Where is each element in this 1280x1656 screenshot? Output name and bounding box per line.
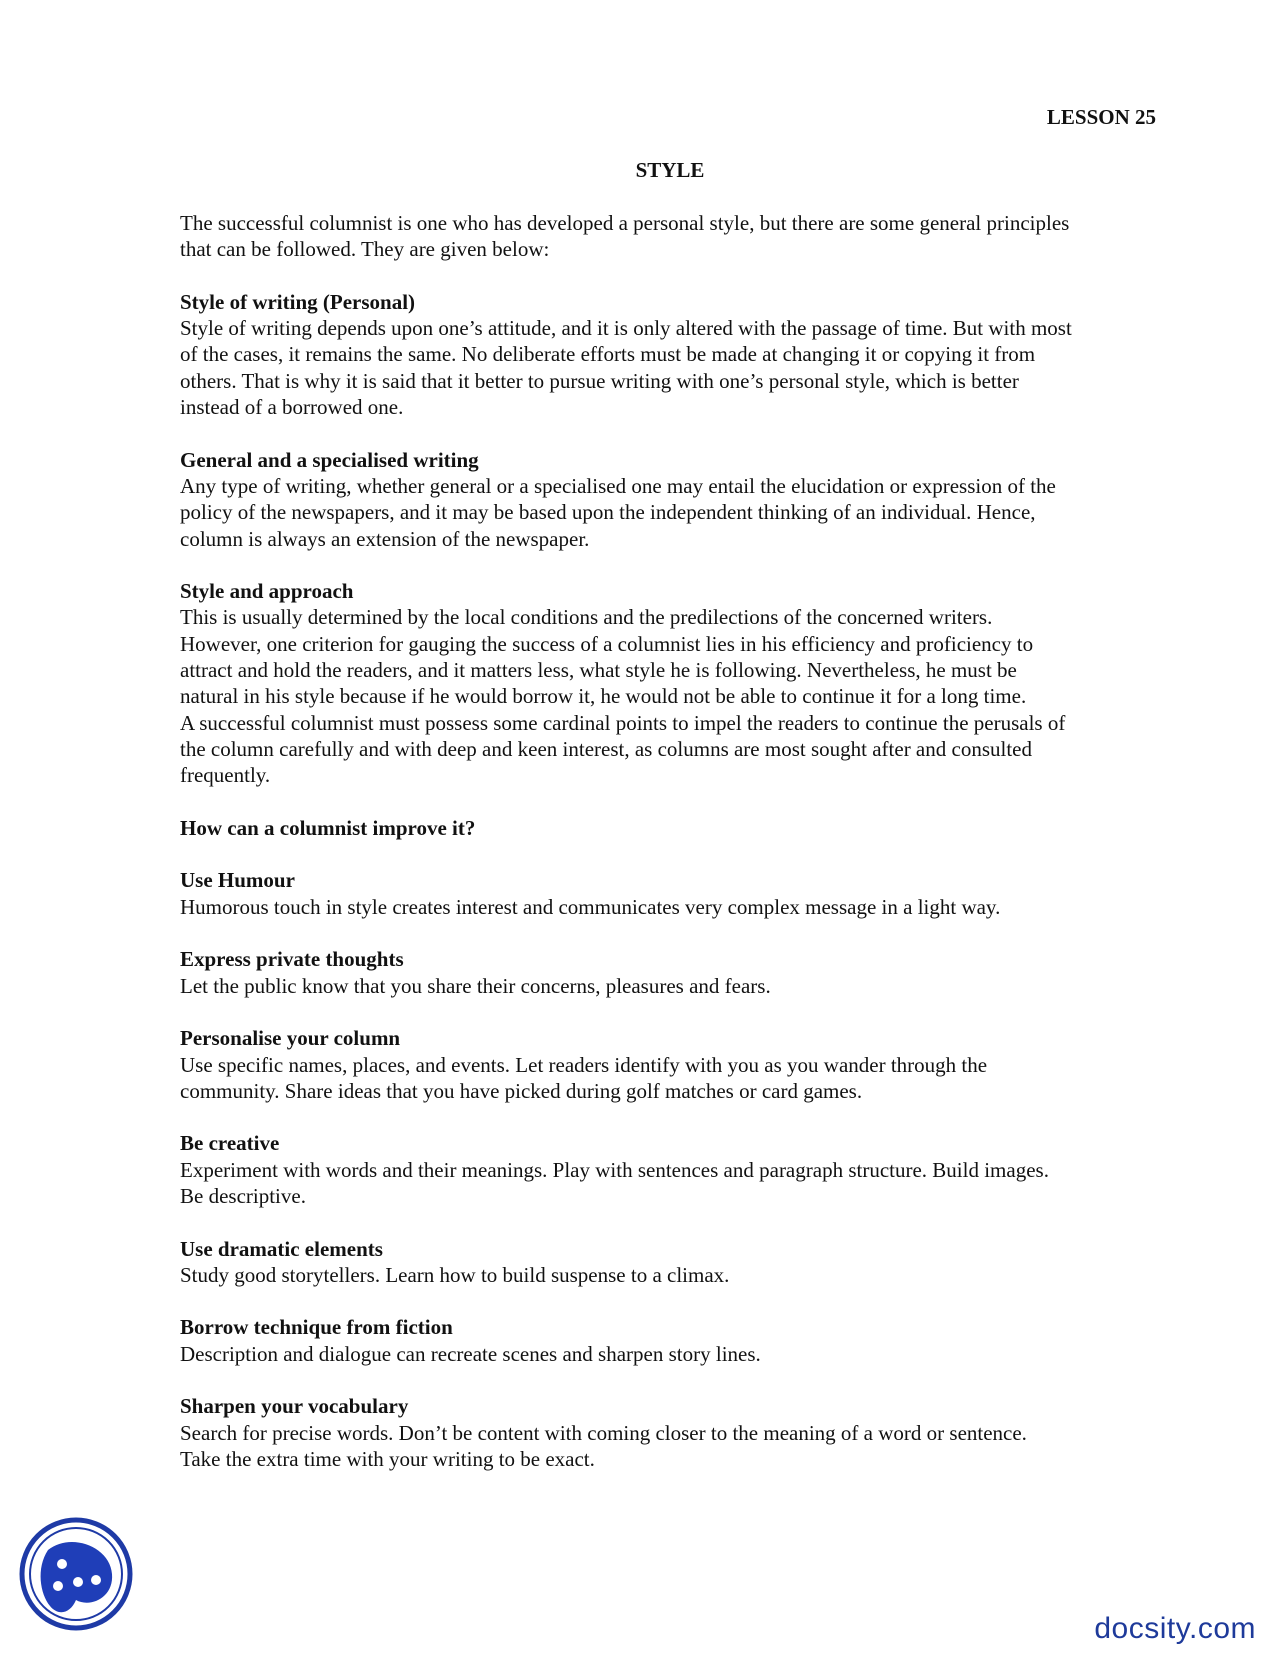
lesson-number: LESSON 25 xyxy=(1046,105,1156,129)
section-heading: General and a specialised writing xyxy=(180,447,479,472)
page-title: STYLE xyxy=(635,158,705,182)
text-line: natural in his style because if he would borrow it, he would not be able to continue it for a long time. xyxy=(180,684,1027,709)
section-borrow-technique xyxy=(180,1314,1160,1367)
text-line: However, one criterion for gauging the success of a columnist lies in his efficiency and proficiency to xyxy=(180,631,1034,656)
text-line: of the cases, it remains the same. No deliberate efforts must be made at changing it or copying it from xyxy=(180,342,1036,367)
section-body xyxy=(180,604,1160,788)
section-sharpen-vocabulary xyxy=(180,1393,1160,1472)
section-body xyxy=(180,1052,1160,1105)
document-body xyxy=(180,210,1160,1499)
section-personalise xyxy=(180,1025,1160,1104)
text-line: instead of a borrowed one. xyxy=(180,395,404,420)
section-heading: Style and approach xyxy=(180,579,354,604)
text-line: column is always an extension of the newspaper. xyxy=(180,526,590,551)
text-line: Let the public know that you share their concerns, pleasures and fears. xyxy=(180,973,771,998)
section-use-humour xyxy=(180,867,1160,920)
section-body xyxy=(180,973,1160,999)
section-how-improve xyxy=(180,815,1160,841)
text-line: Take the extra time with your writing to be exact. xyxy=(180,1446,595,1471)
section-body xyxy=(180,473,1160,552)
docsity-logo-icon[interactable] xyxy=(18,1516,134,1632)
section-style-approach xyxy=(180,578,1160,788)
text-line: This is usually determined by the local conditions and the predilections of the concerned writers. xyxy=(180,605,993,630)
section-be-creative xyxy=(180,1130,1160,1209)
section-private-thoughts xyxy=(180,946,1160,999)
text-line: policy of the newspapers, and it may be based upon the independent thinking of an individual. Hence, xyxy=(180,500,1036,525)
text-line: Style of writing depends upon one’s attitude, and it is only altered with the passage of time. But with most xyxy=(180,316,1072,341)
text-line: Any type of writing, whether general or a specialised one may entail the elucidation or expression of the xyxy=(180,473,1056,498)
section-style-of-writing xyxy=(180,289,1160,420)
text-line: frequently. xyxy=(180,763,271,788)
text-line: The successful columnist is one who has developed a personal style, but there are some general principles xyxy=(180,211,1070,235)
section-dramatic-elements xyxy=(180,1236,1160,1289)
section-body xyxy=(180,1157,1160,1210)
text-line: attract and hold the readers, and it matters less, what style he is following. Nevertheless, he must be xyxy=(180,658,1017,683)
section-body xyxy=(180,894,1160,920)
text-line: Use specific names, places, and events. Let readers identify with you as you wander through the xyxy=(180,1052,988,1077)
text-line: Be descriptive. xyxy=(180,1183,306,1208)
section-heading: How can a columnist improve it? xyxy=(180,815,476,840)
text-line: that can be followed. They are given below: xyxy=(180,237,550,262)
section-heading: Be creative xyxy=(180,1131,280,1156)
section-body xyxy=(180,1420,1160,1473)
text-line: Study good storytellers. Learn how to build suspense to a climax. xyxy=(180,1262,730,1287)
section-body xyxy=(180,1341,1160,1367)
text-line: Experiment with words and their meanings. Play with sentences and paragraph structure. Build images. xyxy=(180,1157,1049,1182)
section-heading: Personalise your column xyxy=(180,1026,401,1051)
text-line: community. Share ideas that you have picked during golf matches or card games. xyxy=(180,1078,863,1103)
section-heading: Use Humour xyxy=(180,868,295,893)
text-line: the column carefully and with deep and keen interest, as columns are most sought after and consulted xyxy=(180,736,1032,761)
section-heading: Borrow technique from fiction xyxy=(180,1315,453,1340)
docsity-brand-link[interactable]: docsity.com xyxy=(1094,1612,1256,1645)
text-line: A successful columnist must possess some cardinal points to impel the readers to continue the perusals of xyxy=(180,710,1066,735)
section-body xyxy=(180,315,1160,420)
section-body xyxy=(180,1262,1160,1288)
text-line: others. That is why it is said that it better to pursue writing with one’s personal style, which is better xyxy=(180,368,1019,393)
text-line: Search for precise words. Don’t be content with coming closer to the meaning of a word or sentence. xyxy=(180,1420,1027,1445)
intro-paragraph xyxy=(180,210,1160,263)
section-heading: Use dramatic elements xyxy=(180,1236,383,1261)
section-general-specialised xyxy=(180,447,1160,552)
text-line: Humorous touch in style creates interest and communicates very complex message in a light way. xyxy=(180,894,1001,919)
section-heading: Sharpen your vocabulary xyxy=(180,1394,409,1419)
section-heading: Style of writing (Personal) xyxy=(180,289,416,314)
text-line: Description and dialogue can recreate scenes and sharpen story lines. xyxy=(180,1341,761,1366)
section-heading: Express private thoughts xyxy=(180,947,404,972)
